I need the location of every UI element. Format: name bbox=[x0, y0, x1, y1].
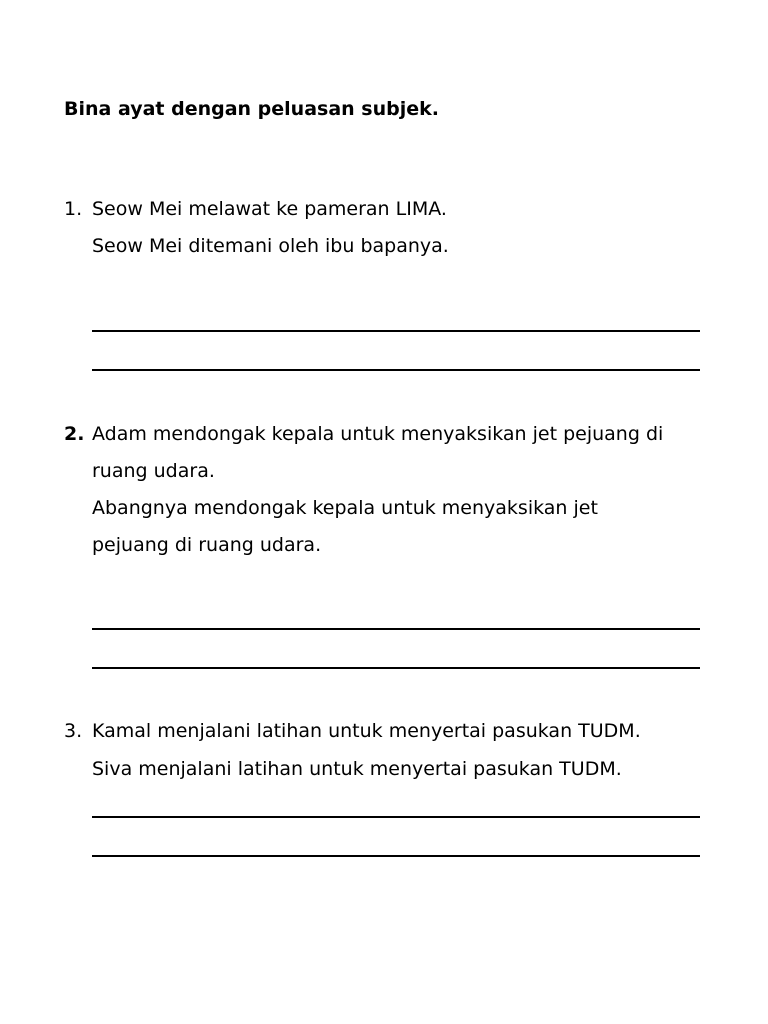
question-line: Seow Mei ditemani oleh ibu bapanya. bbox=[92, 235, 449, 257]
answer-line[interactable] bbox=[92, 628, 700, 630]
question-number: 3. bbox=[64, 720, 83, 742]
worksheet-title: Bina ayat dengan peluasan subjek. bbox=[64, 98, 439, 120]
question-line: ruang udara. bbox=[92, 460, 215, 482]
question-line: Siva menjalani latihan untuk menyertai pasukan TUDM. bbox=[92, 758, 622, 780]
answer-line[interactable] bbox=[92, 330, 700, 332]
question-number: 1. bbox=[64, 198, 83, 220]
answer-line[interactable] bbox=[92, 816, 700, 818]
question-line: Abangnya mendongak kepala untuk menyaksikan jet bbox=[92, 497, 598, 519]
answer-line[interactable] bbox=[92, 369, 700, 371]
question-line: Seow Mei melawat ke pameran LIMA. bbox=[92, 198, 447, 220]
answer-line[interactable] bbox=[92, 667, 700, 669]
answer-line[interactable] bbox=[92, 855, 700, 857]
question-line: pejuang di ruang udara. bbox=[92, 534, 322, 556]
question-line: Adam mendongak kepala untuk menyaksikan jet pejuang di bbox=[92, 423, 664, 445]
question-line: Kamal menjalani latihan untuk menyertai pasukan TUDM. bbox=[92, 720, 641, 742]
question-number: 2. bbox=[64, 423, 85, 445]
